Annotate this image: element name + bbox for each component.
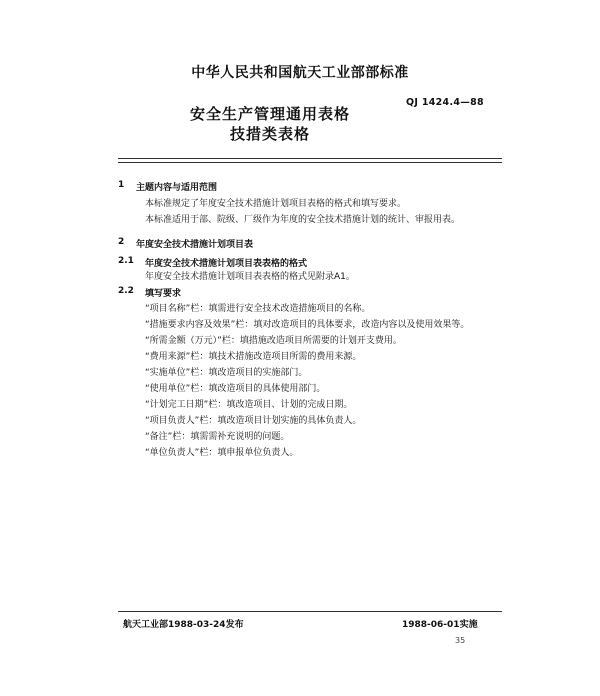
section-2-2-title: 填写要求: [145, 289, 182, 299]
issue-date: 航天工业部1988-03-24发布: [123, 620, 244, 630]
document-title-line-2: 技措类表格: [229, 125, 310, 143]
requirement-item: “实施单位”栏：填改造项目的实施部门。: [145, 368, 308, 378]
section-1-title: 主题内容与适用范围: [136, 183, 218, 193]
section-2-title: 年度安全技术措施计划项目表: [136, 240, 254, 250]
effective-date: 1988-06-01实施: [402, 620, 478, 630]
requirement-item: “项目负责人”栏：填改造项目计划实施的具体负责人。: [145, 416, 362, 426]
requirement-item: “费用来源”栏：填技术措施改造项目所需的费用来源。: [145, 352, 362, 362]
requirement-item: “所需金额（万元）”栏：填措施改造项目所需要的计划开支费用。: [145, 336, 402, 346]
section-2-number: 2: [118, 237, 125, 247]
section-2-1-paragraph: 年度安全技术措施计划项目表表格的格式见附录A1。: [145, 272, 355, 282]
section-2-2-number: 2.2: [118, 286, 134, 296]
header-divider-secondary: [118, 162, 502, 163]
organization-title: 中华人民共和国航天工业部部标准: [191, 65, 409, 81]
section-2-1-title: 年度安全技术措施计划项目表表格的格式: [145, 259, 308, 269]
document-title: [0, 104, 540, 144]
requirement-item: “项目名称”栏：填需进行安全技术改造措施项目的名称。: [145, 304, 371, 314]
section-2-1-number: 2.1: [118, 256, 134, 266]
requirement-item: “计划完工日期”栏：填改造项目、计划的完成日期。: [145, 400, 353, 410]
footer-divider: [118, 611, 502, 612]
requirement-item: “使用单位”栏：填改造项目的具体使用部门。: [145, 384, 326, 394]
header-divider: [118, 158, 502, 159]
requirement-item: “措施要求内容及效果”栏：填对改造项目的具体要求，改造内容以及使用效果等。: [145, 320, 470, 330]
standard-number: QJ 1424.4—88: [406, 97, 484, 108]
section-1-paragraph-2: 本标准适用于部、院级、厂级作为年度的安全技术措施计划的统计、审报用表。: [145, 215, 461, 225]
requirement-item: “备注”栏：填需需补充说明的问题。: [145, 432, 290, 442]
section-1-paragraph-1: 本标准规定了年度安全技术措施计划项目表格的格式和填写要求。: [145, 199, 407, 209]
requirement-item: “单位负责人”栏：填申报单位负责人。: [145, 448, 299, 458]
section-1-number: 1: [118, 180, 125, 190]
document-title-line-1: 安全生产管理通用表格: [189, 105, 350, 123]
page-number: 35: [455, 636, 466, 645]
